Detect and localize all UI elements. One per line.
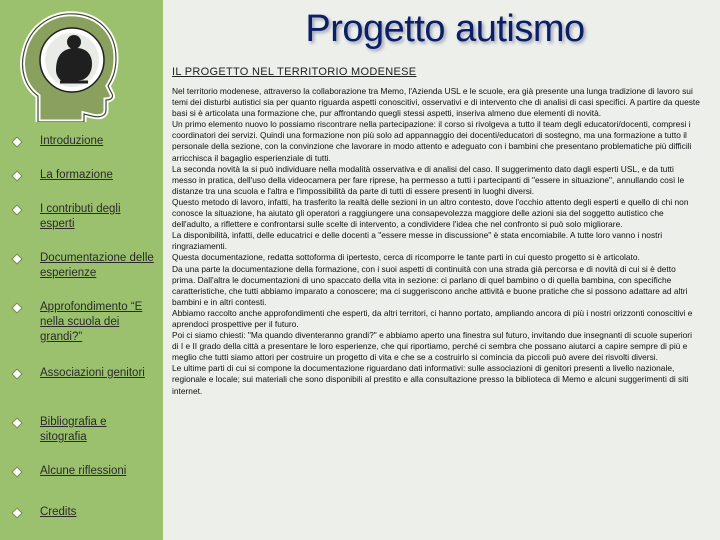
diamond-bullet-icon xyxy=(13,138,21,146)
content-paragraph: Questo metodo di lavoro, infatti, ha trasferito la realtà delle sezioni in un altro contesto, dove l'occhio attento degli esperti e quello di chi non conosce la situazione, ha aiutato gli operatori a raggiungere una consapevolezza maggiore delle azioni sia del soggetto autistico che dell'adulto, a riflettere e confrontarsi sulle scelte di intervento, a condividere l'idea che nel confronto si può solo migliorare. xyxy=(172,196,689,230)
sidebar-item-riflessioni[interactable] xyxy=(14,464,154,479)
sidebar-item-documentazione[interactable] xyxy=(14,251,154,281)
sidebar-item-credits[interactable] xyxy=(14,505,154,520)
content-paragraph: Un primo elemento nuovo lo possiamo riscontrare nella partecipazione: il corso si rivolgeva a tutto il team degli educatori/docenti, compresi i coordinatori dei servizi. Quindi una formazione non più solo ad appannaggio dei docenti/educatori di sostegno, ma una formazione a tutto il personale della sezione, con la convinzione che lavorare in modo attento e adeguato con i bambini che presentano problematiche più difficili arricchisca il bagaglio esperienziale di tutti. xyxy=(172,119,692,163)
diamond-bullet-icon xyxy=(13,509,21,517)
sidebar-item-formazione[interactable] xyxy=(14,168,154,183)
diamond-bullet-icon xyxy=(13,206,21,214)
content-paragraph: La seconda novità la si può individuare nella modalità osservativa e di analisi del caso. Il suggerimento dato dagli esperti USL, e da tutti messo in pratica, dell'uso della videocamera per fare riprese, ha permesso a tutti i partecipanti di "essere in situazione", annullando così le distanze tra una scuola e l'altra e l'impossibilità da parte di tutti di essere presenti in luoghi diversi. xyxy=(172,163,685,196)
diamond-bullet-icon xyxy=(13,255,21,263)
sidebar-item-label[interactable]: Approfondimento “E nella scuola dei grandi?” xyxy=(40,301,143,343)
content-paragraph: Nel territorio modenese, attraverso la collaborazione tra Memo, l'Azienda USL e le scuole, era già presente una lunga tradizione di lavoro sui temi dei disturbi autistici sia per quanto riguarda aspetti conoscitivi, osservativi e di intervento che di analisi di casi specifici. A partire da queste basi si è articolata una formazione che, pur affrontando quegli stessi aspetti, inseriva almeno due elementi di novità. xyxy=(172,86,700,119)
sidebar-nav xyxy=(0,0,163,540)
sidebar-item-label[interactable]: Introduzione xyxy=(40,135,104,147)
content-paragraph: Poi ci siamo chiesti: "Ma quando diventeranno grandi?" e abbiamo aperto una finestra sul futuro, invitando due insegnanti di scuole superiori di I e II grado della città a presentare le loro esperienze, che qui riportiamo, perché ci sembra che possano aiutarci a capire sempre di più e meglio che tutti siamo attori per costruire un progetto di vita e che se a costruirlo si comincia da piccoli può avere dei risvolti diversi. xyxy=(172,330,692,363)
diamond-bullet-icon xyxy=(13,172,21,180)
sidebar-item-label[interactable]: Documentazione delle esperienze xyxy=(40,252,154,279)
sidebar-item-label[interactable]: Associazioni genitori xyxy=(40,367,145,379)
content-paragraph: Questa documentazione, redatta sottoforma di ipertesto, cerca di ricomporre le tante parti in cui questo progetto si è articolato. xyxy=(172,252,640,263)
diamond-bullet-icon xyxy=(13,304,21,312)
content-paragraph: Le ultime parti di cui si compone la documentazione riguardano dati informativi: sulle associazioni di genitori presenti a livello nazionale, regionale e locale; sui materiali che sono disponibili al prestito e alla consultazione presso la biblioteca di Memo e alcuni suggerimenti di siti internet. xyxy=(172,363,689,396)
sidebar-item-bibliografia[interactable] xyxy=(14,415,154,445)
page-title: Progetto autismo xyxy=(305,8,585,50)
main-content xyxy=(172,86,700,397)
diamond-bullet-icon xyxy=(13,468,21,476)
sidebar-item-introduzione[interactable] xyxy=(14,134,154,149)
sidebar-item-associazioni[interactable] xyxy=(14,366,154,381)
sidebar-item-label[interactable]: I contributi degli esperti xyxy=(40,203,121,230)
diamond-bullet-icon xyxy=(13,419,21,427)
content-paragraph: Abbiamo raccolto anche approfondimenti che esperti, da altri territori, ci hanno portato, ampliando ancora di più i nostri orizzonti conoscitivi e aprendoci prospettive per il futuro. xyxy=(172,307,693,329)
content-paragraph: La disponibilità, infatti, delle educatrici e delle docenti a "essere messe in discussione" è stata encomiabile. A tutte loro vanno i nostri ringraziamenti. xyxy=(172,230,663,252)
sidebar xyxy=(0,0,163,540)
sidebar-item-label[interactable]: Credits xyxy=(40,506,77,518)
content-paragraph: Da una parte la documentazione della formazione, con i suoi aspetti di continuità con una strada già percorsa e di novità di cui si è detto prima. Dall'altra le documentazioni di uno spaccato della vita in sezione: ci parlano di quel bambino o di quella bambina, con specifiche caratteristiche, che tutti abbiamo imparato a conoscere; ma ci suggeriscono anche attività e buone pratiche che si possono adattare ad altri bambini e in altri contesti. xyxy=(172,263,688,307)
sidebar-item-label[interactable]: Alcune riflessioni xyxy=(40,465,127,477)
section-subtitle: IL PROGETTO NEL TERRITORIO MODENESE xyxy=(172,66,417,78)
sidebar-item-approfondimento[interactable] xyxy=(14,300,154,345)
diamond-bullet-icon xyxy=(13,370,21,378)
sidebar-item-label[interactable]: La formazione xyxy=(40,169,113,181)
sidebar-item-label[interactable]: Bibliografia e sitografia xyxy=(40,416,107,443)
sidebar-item-contributi-esperti[interactable] xyxy=(14,202,154,232)
